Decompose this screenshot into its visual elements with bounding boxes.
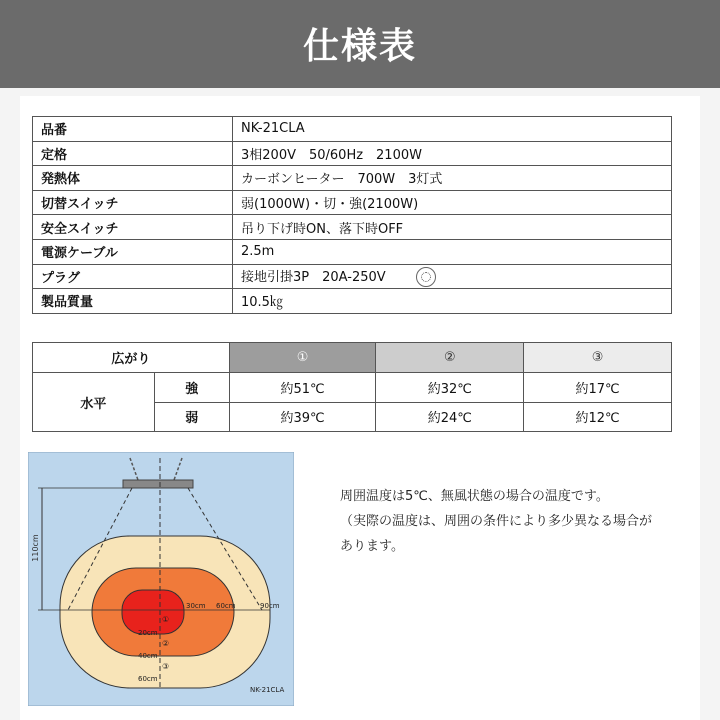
- heater-unit: [123, 480, 193, 488]
- spread-row-label: 強: [154, 373, 229, 403]
- spread-col-3: ③: [524, 343, 672, 373]
- spread-row-strong: [33, 373, 672, 403]
- spec-row: [33, 166, 672, 191]
- spread-cell: 約12℃: [524, 402, 672, 432]
- spread-cell: 約24℃: [376, 402, 524, 432]
- note-line-3: あります。: [340, 539, 404, 554]
- v-label-40: 40cm: [138, 652, 158, 660]
- spec-value: 弱(1000W)・切・強(2100W): [233, 190, 672, 215]
- plug-spec-text: 接地引掛3P 20A-250V: [241, 269, 386, 285]
- spread-row-label: 弱: [154, 402, 229, 432]
- spread-cell: 約51℃: [229, 373, 376, 403]
- h-label-90: 90cm: [260, 602, 280, 610]
- spec-row: [33, 215, 672, 240]
- spec-value: [233, 264, 672, 289]
- spread-cell: 約39℃: [229, 402, 376, 432]
- spread-group-label: 水平: [33, 373, 155, 432]
- spec-value: 10.5㎏: [233, 289, 672, 314]
- spread-cell: 約17℃: [524, 373, 672, 403]
- spread-cell: 約32℃: [376, 373, 524, 403]
- spec-value: 吊り下げ時ON、落下時OFF: [233, 215, 672, 240]
- v-label-60: 60cm: [138, 675, 158, 683]
- spread-col-2: ②: [376, 343, 524, 373]
- spread-table: [32, 342, 672, 432]
- spec-key: 定格: [33, 141, 233, 166]
- temperature-note: [340, 484, 680, 559]
- height-label: 110cm: [31, 534, 40, 562]
- h-label-30: 30cm: [186, 602, 206, 610]
- spec-value: 3相200V 50/60Hz 2100W: [233, 141, 672, 166]
- note-line-1: 周囲温度は5℃、無風状態の場合の温度です。: [340, 489, 609, 504]
- spec-key: 電源ケーブル: [33, 239, 233, 264]
- note-line-2: （実際の温度は、周囲の条件により多少異なる場合が: [340, 514, 653, 529]
- spec-row: [33, 117, 672, 142]
- spec-row: [33, 264, 672, 289]
- spec-row: [33, 289, 672, 314]
- spec-row: [33, 239, 672, 264]
- h-label-60: 60cm: [216, 602, 236, 610]
- spread-header-label: 広がり: [33, 343, 230, 373]
- plug-outlet-icon: [416, 267, 436, 287]
- zone-1: [122, 590, 184, 634]
- spread-header-row: [33, 343, 672, 373]
- spec-value: NK-21CLA: [233, 117, 672, 142]
- spread-col-1: ①: [229, 343, 376, 373]
- spec-key: 発熱体: [33, 166, 233, 191]
- diagram-model-label: NK-21CLA: [250, 686, 285, 694]
- spec-key: 切替スイッチ: [33, 190, 233, 215]
- spec-value: 2.5m: [233, 239, 672, 264]
- spec-row: [33, 190, 672, 215]
- zone-marker-3: ③: [162, 662, 170, 671]
- heat-spread-diagram: [28, 452, 294, 706]
- zone-marker-2: ②: [162, 639, 170, 648]
- spec-key: 品番: [33, 117, 233, 142]
- page-title: 仕様表: [302, 26, 417, 67]
- page-header: [0, 0, 720, 88]
- v-label-20: 20cm: [138, 629, 158, 637]
- spec-key: プラグ: [33, 264, 233, 289]
- spec-row: [33, 141, 672, 166]
- spec-key: 安全スイッチ: [33, 215, 233, 240]
- spec-value: カーボンヒーター 700W 3灯式: [233, 166, 672, 191]
- spec-key: 製品質量: [33, 289, 233, 314]
- spec-table: [32, 116, 672, 314]
- zone-marker-1: ①: [162, 615, 170, 624]
